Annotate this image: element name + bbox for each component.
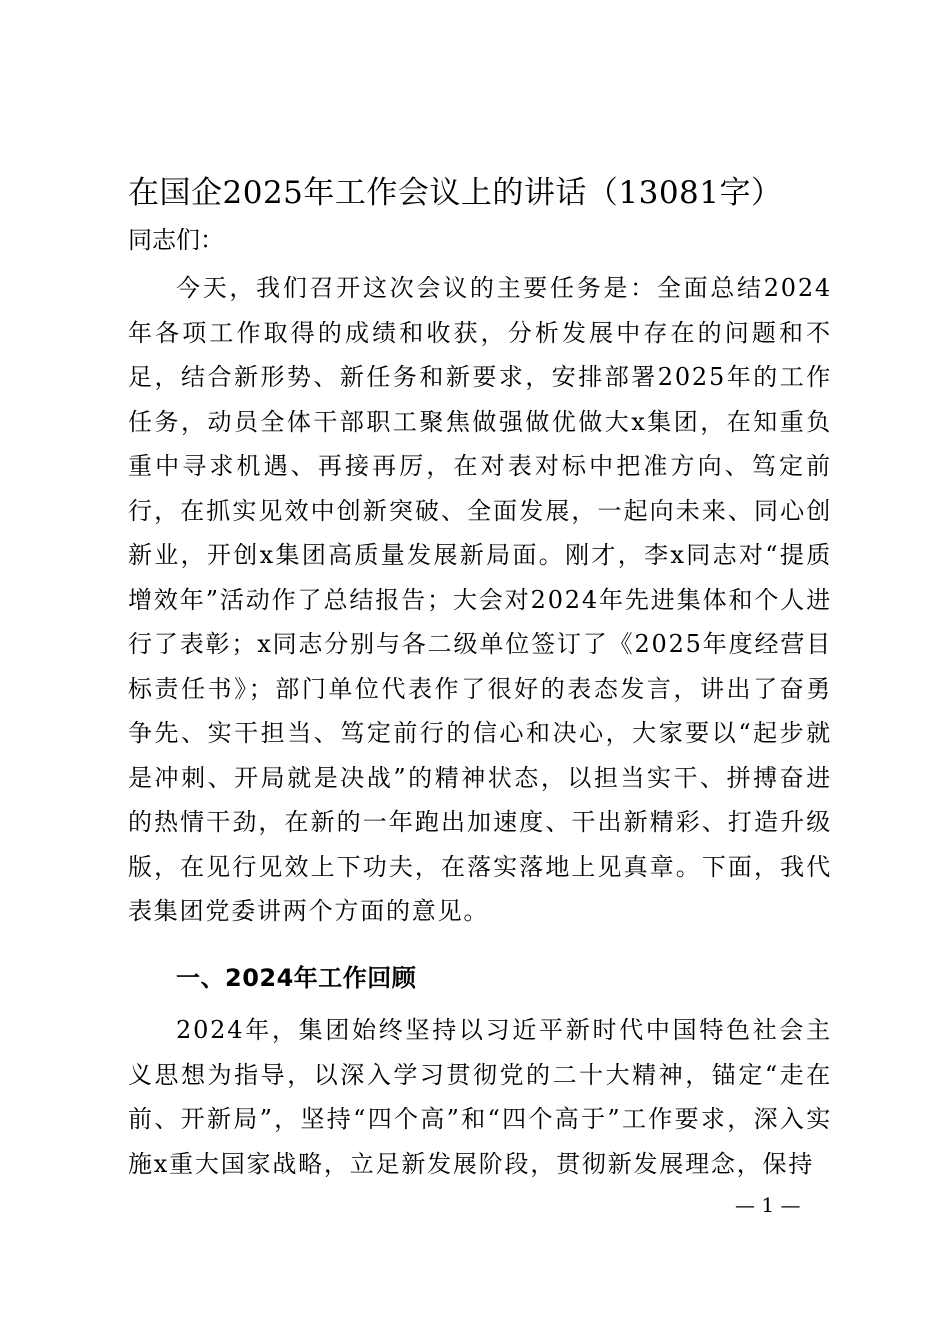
section-heading: 一、2024年工作回顾 — [176, 964, 417, 992]
salutation: 同志们： — [128, 226, 224, 254]
body-paragraph: 今天，我们召开这次会议的主要任务是：全面总结2024年各项工作取得的成绩和收获，分析发展中存在的问题和不足，结合新形势、新任务和新要求，安排部署2025年的工作任务，动员全体干部职工聚焦做强做优做大x集团，在知重负重中寻求机遇、再接再厉，在对表对标中把准方向、笃定前行，在抓实见效中创新突破、全面发展，一起向未来、同心创新业，开创x集团高质量发展新局面。刚才，李x同志对“提质增效年”活动作了总结报告；大会对2024年先进集体和个人进行了表彰；x同志分别与各二级单位签订了《2025年度经营目标责任书》；部门单位代表作了很好的表态发言，讲出了奋勇争先、实干担当、笃定前行的信心和决心，大家要以“起步就是冲刺、开局就是决战”的精神状态，以担当实干、拼搏奋进的热情干劲，在新的一年跑出加速度、干出新精彩、打造升级版，在见行见效上下功夫，在落实落地上见真章。下面，我代表集团党委讲两个方面的意见。 — [128, 274, 832, 925]
page-number: — 1 — — [735, 1193, 801, 1217]
document-title: 在国企2025年工作会议上的讲话（13081字） — [128, 175, 783, 211]
body-paragraph: 2024年，集团始终坚持以习近平新时代中国特色社会主义思想为指导，以深入学习贯彻党的二十大精神，锚定“走在前、开新局”，坚持“四个高”和“四个高于”工作要求，深入实施x重大国家战略，立足新发展阶段，贯彻新发展理念，保持 — [128, 1016, 832, 1178]
